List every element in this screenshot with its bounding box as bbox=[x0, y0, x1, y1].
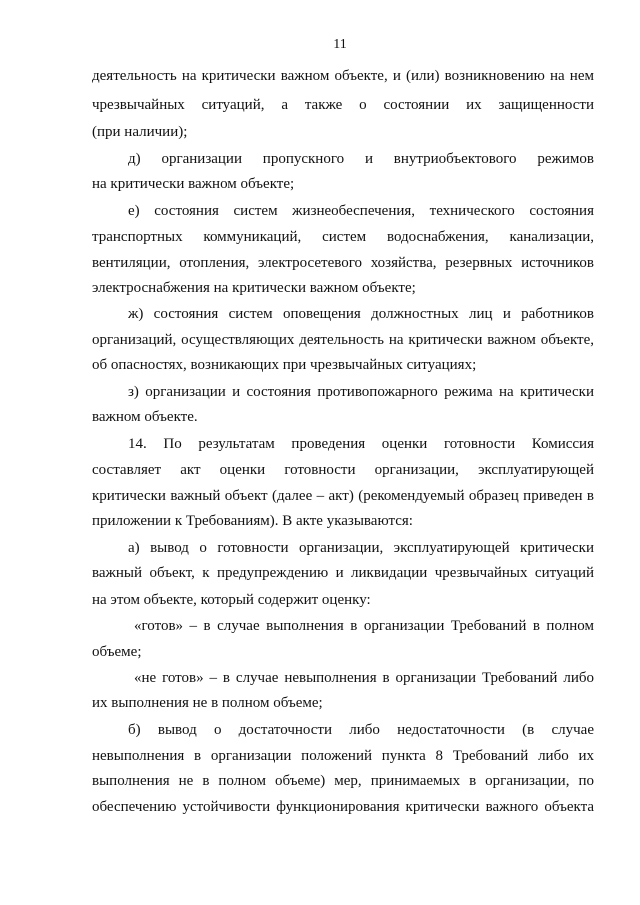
text-line: транспортных коммуникаций, систем водоснабжения, канализации, bbox=[92, 229, 594, 245]
text-line: приложении к Требованиям). В акте указываются: bbox=[92, 513, 413, 529]
text-line: «не готов» – в случае невыполнения в организации Требований либо bbox=[134, 670, 594, 686]
text-line: з) организации и состояния противопожарного режима на критически bbox=[128, 384, 594, 400]
text-line: ж) состояния систем оповещения должностных лиц и работников bbox=[128, 306, 594, 322]
text-line: чрезвычайных ситуаций, а также о состоянии их защищенности bbox=[92, 97, 594, 113]
text-line: на этом объекте, который содержит оценку: bbox=[92, 592, 371, 608]
text-line: объеме; bbox=[92, 644, 142, 660]
text-line: важном объекте. bbox=[92, 409, 198, 425]
text-line: на критически важном объекте; bbox=[92, 176, 295, 192]
text-line: выполнения не в полном объеме) мер, принимаемых в организации, по bbox=[92, 773, 594, 789]
text-line: составляет акт оценки готовности организации, эксплуатирующей bbox=[92, 462, 594, 478]
text-line: (при наличии); bbox=[92, 124, 188, 140]
text-line: а) вывод о готовности организации, эксплуатирующей критически bbox=[128, 540, 594, 556]
text-line: 14. По результатам проведения оценки готовности Комиссия bbox=[128, 436, 594, 452]
text-line: невыполнения в организации положений пункта 8 Требований либо их bbox=[92, 748, 594, 764]
text-line: б) вывод о достаточности либо недостаточности (в случае bbox=[128, 722, 594, 738]
text-line: вентиляции, отопления, электросетевого хозяйства, резервных источников bbox=[92, 255, 594, 271]
text-line: е) состояния систем жизнеобеспечения, технического состояния bbox=[128, 203, 594, 219]
text-line: важный объект, к предупреждению и ликвидации чрезвычайных ситуаций bbox=[92, 565, 594, 581]
text-line: «готов» – в случае выполнения в организации Требований в полном bbox=[134, 618, 594, 634]
text-line: деятельность на критически важном объекте, и (или) возникновению на нем bbox=[92, 68, 594, 84]
text-line: их выполнения не в полном объеме; bbox=[92, 695, 323, 711]
text-line: критически важный объект (далее – акт) (рекомендуемый образец приведен в bbox=[92, 488, 594, 504]
page-number: 11 bbox=[333, 37, 347, 52]
text-line: об опасностях, возникающих при чрезвычайных ситуациях; bbox=[92, 357, 477, 373]
text-line: организаций, осуществляющих деятельность на критически важном объекте, bbox=[92, 332, 594, 348]
text-line: электроснабжения на критически важном объекте; bbox=[92, 280, 416, 296]
text-line: д) организации пропускного и внутриобъектового режимов bbox=[128, 151, 594, 167]
text-line: обеспечению устойчивости функционирования критически важного объекта bbox=[92, 799, 594, 815]
